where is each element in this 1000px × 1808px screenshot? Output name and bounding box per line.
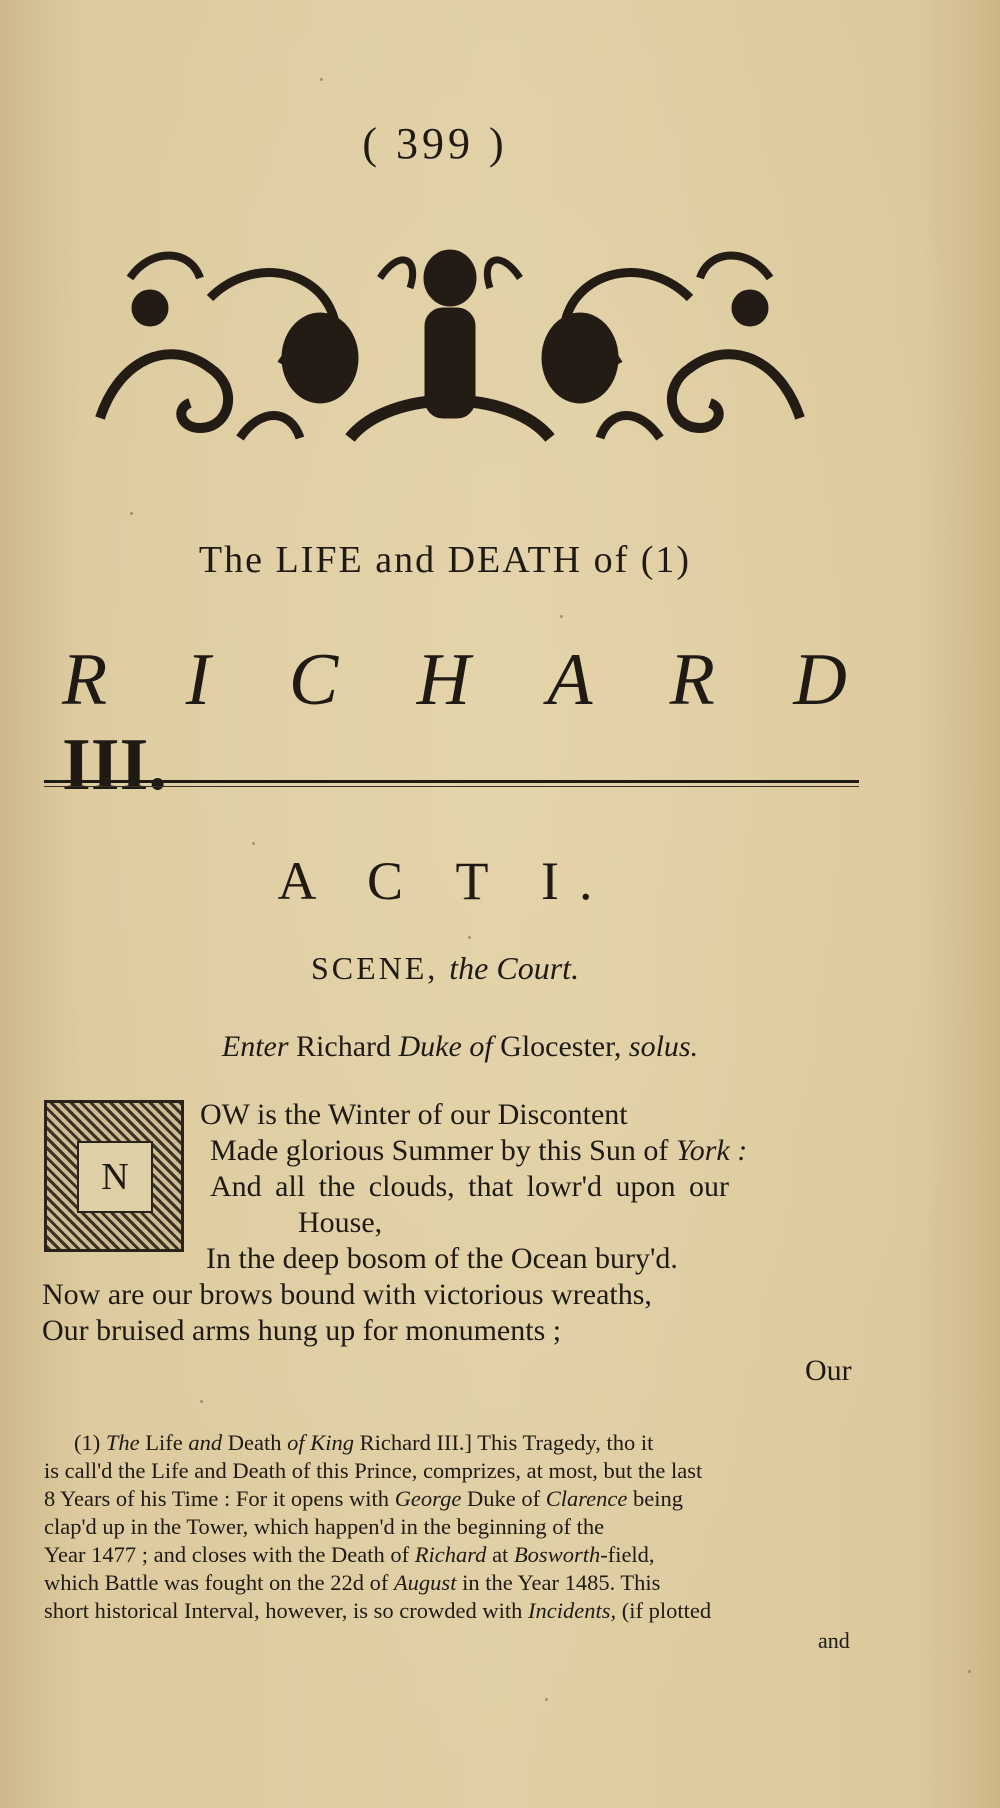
fn-l7-a: short historical Interval, however, is so crowded with — [44, 1598, 523, 1623]
paper-speck — [968, 1670, 971, 1673]
fn-l3-b: Duke of — [466, 1486, 541, 1511]
page-number: ( 399 ) — [362, 119, 508, 168]
footnote-marker: (1) — [74, 1430, 101, 1455]
footnote-line-7 — [44, 1598, 860, 1624]
footnote-line-5 — [44, 1542, 860, 1568]
fn-life: Life — [145, 1430, 183, 1455]
paper-speck — [560, 615, 563, 618]
footnote-catchword: and — [818, 1628, 850, 1653]
character-name: Richard — [296, 1030, 392, 1063]
of-word: of — [469, 1030, 493, 1063]
footnote-line-1 — [74, 1430, 860, 1456]
verse-line-6: Now are our brows bound with victorious wreaths, — [42, 1278, 652, 1311]
verse-line-7: Our bruised arms hung up for monuments ; — [42, 1314, 562, 1347]
verse-york: York : — [675, 1134, 748, 1167]
fn-l7-b: (if plotted — [621, 1598, 712, 1623]
fn-l1-rest: Richard III.] This Tragedy, tho it — [359, 1430, 654, 1455]
fn-clarence: Clarence — [545, 1486, 628, 1511]
verse-line-5: In the deep bosom of the Ocean bury'd. — [206, 1242, 678, 1275]
ornament-headpiece-icon — [90, 238, 810, 456]
verse-line-2-text: Made glorious Summer by this Sun of — [210, 1134, 669, 1167]
fn-l5-a: Year 1477 ; and closes with the Death of — [44, 1542, 410, 1567]
footnote-line-6 — [44, 1570, 860, 1596]
drop-cap-letter: N — [77, 1141, 153, 1213]
main-title-name: R I C H A R D — [62, 639, 877, 721]
catchword: Our — [805, 1354, 852, 1387]
act-heading: A C T I. — [277, 851, 613, 911]
fn-l6-b: in the Year 1485. This — [462, 1570, 661, 1595]
paper-speck — [468, 936, 471, 939]
fn-ofking: of King — [287, 1430, 354, 1455]
fn-l3-a: 8 Years of his Time : For it opens with — [44, 1486, 390, 1511]
footnote-line-2: is call'd the Life and Death of this Prince, comprizes, at most, but the last — [44, 1458, 703, 1483]
fn-l5-c: -field, — [600, 1542, 655, 1567]
fn-incidents: Incidents, — [527, 1598, 617, 1623]
title-line: The LIFE and DEATH of (1) — [198, 539, 692, 581]
main-title-numeral: III. — [62, 724, 167, 806]
enter-word: Enter — [221, 1030, 289, 1063]
footnote-line-3 — [44, 1486, 860, 1512]
paper-speck — [252, 842, 255, 845]
fn-l6-a: which Battle was fought on the 22d of — [44, 1570, 389, 1595]
verse-line-3: And all the clouds, that lowr'd upon our — [210, 1170, 729, 1203]
fn-l3-c: being — [632, 1486, 683, 1511]
fn-august: August — [393, 1570, 457, 1595]
title-rule — [44, 780, 859, 783]
solus-word: solus. — [628, 1030, 699, 1063]
fn-george: George — [394, 1486, 462, 1511]
paper-speck — [200, 1400, 203, 1403]
fn-bosworth: Bosworth — [513, 1542, 601, 1567]
paper-speck — [545, 1698, 548, 1701]
fn-l5-b: at — [492, 1542, 509, 1567]
place-name: Glocester, — [500, 1030, 622, 1063]
fn-and: and — [188, 1430, 223, 1455]
title-rule-thin — [44, 786, 859, 787]
scene-place: the Court. — [449, 950, 580, 986]
footnote-line-4: clap'd up in the Tower, which happen'd in the beginning of the — [44, 1514, 605, 1539]
scene-label: SCENE, — [310, 950, 439, 986]
duke-word: Duke — [398, 1030, 462, 1063]
verse-line-4: House, — [298, 1206, 383, 1239]
stage-direction — [0, 1030, 920, 1064]
fn-death: Death — [227, 1430, 282, 1455]
fn-the: The — [105, 1430, 140, 1455]
paper-speck — [130, 512, 133, 515]
scene-heading — [0, 950, 890, 987]
fn-richard: Richard — [414, 1542, 487, 1567]
drop-cap-frame — [44, 1100, 184, 1252]
verse-line-2 — [210, 1134, 747, 1168]
verse-line-1: OW is the Winter of our Discontent — [200, 1098, 628, 1131]
paper-speck — [320, 78, 323, 81]
